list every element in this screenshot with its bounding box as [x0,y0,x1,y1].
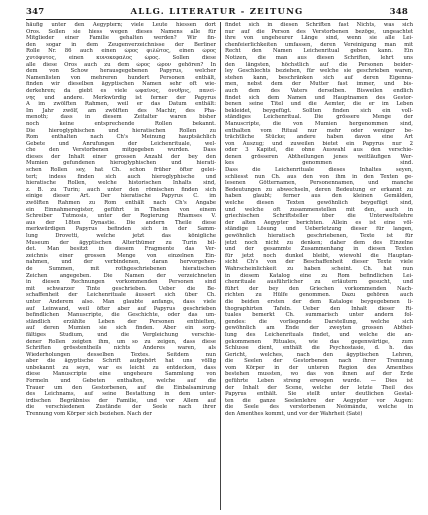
text-line: nur auf die Person des Verstorbenen bezöge, ungeachtet [225,28,413,35]
text-line: den längsten, höchstlich auf die Personen beider- [225,61,413,68]
text-line: ten die ganze Seelenlehre der Aegypter vor Augen: [225,397,413,404]
text-line: schen Rollen sey, hat Ch. schon früher öfter gelei- [26,167,216,174]
column-divider [220,22,221,510]
text-line: enthalten vom Ritual nur mehr oder weniger be- [225,127,413,134]
text-line: den Amenthes kommt, und vor der Wahrheit (Satê) [225,411,363,418]
text-line: tert; indess finden sich auch hieroglyphische und [26,173,216,180]
text-line: jetzt noch nicht zu denken; daher dem des Einzelne [225,239,413,246]
text-line: die Seele des verstorbenen Neômându, welche in [225,404,413,411]
text-line: dener Rollen zeigten ihm, um so zu zeigen, dass diese [26,338,216,345]
text-line: chenrituale ausführlicher zu erläutern gesucht, und [225,279,413,286]
text-line: Manuscripte, die von Mumien hergenommen sind, [225,120,413,127]
text-line: der Inhalt der Scene, welche der letzte Theil des [225,384,413,391]
text-line: des Leichnams, auf seine Bestattung in dem unter- [26,391,216,398]
text-line: dieses der Inhalt einer grossen Anzahl der bey den [26,153,216,160]
text-line: gewöhnlich am Ende der zweyten grossen Abthei- [225,325,413,332]
text-line: Schlusse dient, enthält die Psychostasie, d. h. das [225,345,413,352]
text-line: aus der 18ten Dynastie. Die andern Theile diese [26,219,216,226]
text-line: gendes: die vorliegende Darstellung, welche sich [225,318,413,325]
text-line: sicht Ch's von der Beschaffenheit dieser Texte viele [225,259,413,266]
text-line: det. Man besitzt in diesem Fragmente das Ver- [26,246,216,253]
text-line: und der gesammte Zusammenhang in diesen Texten [225,246,413,253]
text-line: richten zu Hülfe genommen. Dazu gehören auch [225,292,413,299]
text-line: de Summen, mit rothgeschriebenen hieratischen [26,265,216,272]
text-line: merkwürdigen Papyrus befinden sich in der Samm- [26,226,216,233]
text-line: lung des Leichenrituals findet, und welche die an- [225,331,413,338]
text-line: führt der bey den Griechen vorkommenden Nach- [225,285,413,292]
text-line: auf Leinwand, weil öfter aber auf Papyrus geschrieben [26,305,216,312]
header-rule [26,19,408,20]
text-line: noch keine entsprechende Rollen bekannt. [26,120,216,127]
right-column [225,22,413,512]
text-line: Dass die Leichenrituale dieses Inhaltes seyen, [225,167,413,174]
text-line: finden wir dieselben ägyptischen Namen sehr oft wie- [26,81,216,88]
text-line: häufig unter den Aegyptern; viele Leute hiessen dort [26,22,216,28]
text-line: den sogar in dem Zeugenverzeichnisse der Berliner [26,41,216,48]
text-line: schaffenheit der Leichenrituale äussert sich über Ch. [26,292,216,299]
text-line: diese Manuscripte eine ungeheure Sammlung von [26,371,216,378]
text-line: oder 3 Kapitel, die ohne Auswahl aus den verschie- [225,147,413,154]
text-line: ein Einnahmeregister, geführt in Theben von einem [26,206,216,213]
text-line: für jetzt noch dunkel bleibt, wiewohl die Hauptan- [225,252,413,259]
text-line: Mitglieder einer Familie gehalten werden? Wir fin- [26,35,216,42]
text-line: bestehen mussten, wo das von ihnen auf der Erde [225,371,413,378]
text-line: auf deren Mumien sie sich finden. Aber ein sorg- [26,325,216,332]
text-line: tuales bemerkt Ch. summarisch unter andern fol- [225,312,413,319]
text-line: Schreiber Tutmosis, unter der Regierung Rhamses V. [26,213,216,220]
text-line: die Seelen der Gestorbenen nach ihrer Trennung [225,358,413,365]
text-line: auch dem des Vaters derselben. Bisweilen endlich [225,87,413,94]
text-line: gewöhnlich hieratisch geschriebenen, Texte ist für [225,233,413,239]
text-line: zeichnis einer grossen Menge von einzelnen Ein- [26,252,216,259]
page-number-left: 347 [26,7,45,17]
text-line: findet sich in diesen Schriften fast Nichts, was sich [225,22,413,28]
text-line: unbekannt zu seyn, war es leicht zu entdecken, dass [26,364,216,371]
text-line: ihre von ungeheurer Länge sind, wenn sie alle Lei- [225,35,413,42]
text-line: zwölften Rahmen zu Rom enthält nach Ch's Angabe [26,200,216,207]
text-line: dem von Schow herausgegebenen Papyrus, welcher [26,68,216,75]
text-line: ständlich erzählte Leben der Personen enthielten, [26,318,216,325]
text-line: fältiges Studium, und die Vergleichung verschie- [26,331,216,338]
text-line: Zeichen angegeben. Die Namen der verzeichneten [26,272,216,279]
text-line: menoth; dass in diesem Zeitalter waren bisher [26,114,216,121]
text-line: Schriften grösstentheils nichts Anderes waren, als [26,345,216,352]
left-column [26,22,216,512]
text-line: Bedeutungen zu abwechseln, deren Bedeutung er erkannt zu [225,186,413,193]
text-line: Notizen, die man aus diesen Schriften, lehrt uns [225,54,413,61]
text-line: Formeln und Gebeten enthalten, welche auf die [26,378,216,385]
text-line: Mumien gefundenen hieroglyphischen und hierati- [26,160,216,167]
text-line: νης und andere. Merkwürdig ist ferner der Papyrus [26,94,216,101]
journal-title: ALLG. LITERATUR - ZEITUNG [130,7,304,17]
text-line: geführte Leben streng erwogen wurde. — Dies ist [225,378,413,385]
text-line: Rolle Nr. 86 auch einen ὧρος φιλῶτος, einen ὧρος [26,48,216,55]
text-line: chenfeierlichkeiten umfassen, deren Vereinigung man mit [225,41,413,48]
text-line: schliesst nun Ch. aus den von ihm in den Texten ge- [225,173,413,180]
text-line: Museum der ägyptischen Alterthümer zu Turin bil- [26,239,216,246]
text-line: Recht den Namen Leichenritual geben kann. Ein [225,48,413,55]
text-line: welche diesen Texten gewöhnlich beygefügt sind, [225,200,413,207]
text-line: lesenen Götternamen, Personennamen, und manche [225,180,413,187]
text-line: kes genommen sind. [225,160,413,167]
text-line: benen seine Titel und die Aemter, die er im Leben [225,101,413,108]
text-line: in diesen Rechnungen vorkommenden Personen sind [26,279,216,286]
text-line: χυτόφυτος, einen κυνοκεφαλος ὧρος. Sollen diese [26,54,216,61]
text-line: ley Geschlechts beziehen, für welche sie geschrieben waren, [225,68,413,75]
text-line: vom Körper in der unteren Region des Amenthes [225,364,413,371]
text-line: men, nebst dem der Mutter fast immer, und bis- [225,81,413,88]
text-line: von Auszug; und zuweilen bietet ein Papyrus nur 2 [225,140,413,147]
text-line: z. B. zu Turin; auch unter den römischen finden sich [26,186,216,193]
text-line: mit schwarzer Tinte geschrieben. Ueber die Be- [26,285,216,292]
text-line: nahmen, und der verbindenen, daran hervorgehen- [26,259,216,266]
text-line: die beiden ersten der dem Kataloge beygegebenen li- [225,298,413,305]
text-line: griechischen Schriftsteller über die Unterweltslehre [225,213,413,220]
text-line: Rom enthalten nach Ch's Meinung hauptsächlich [26,134,216,141]
text-line: und welche oft zusammenstellen mit den, auch in [225,206,413,213]
text-line: stehen kann, beschränken sich auf deren Eigenna- [225,74,413,81]
text-line: Im Jahr zwölf, am zwölften des Machir, des Pha- [26,107,216,114]
text-line: Wahrscheinlichkeit zu haben scheint. Ch. hat nun [225,265,413,272]
text-line: Trennung vom Körper sich beziehen. Nach der [26,411,152,418]
text-line: ständiges Leichenritual. Die grössere Menge der [225,114,413,121]
text-line: hieratische Rollen, welche historischen Inhalts sind, [26,180,216,187]
text-line: denen grösseren Abtheilungen jenes weitläufigen Wer- [225,153,413,160]
text-line: Wiederholungen desselben Textes. Seitdem nun [26,351,216,358]
text-line: Gebete und Anrufungen der Leichenrituale, wel- [26,140,216,147]
text-line: trächtliche Stücke; andere haben davon eine Art [225,134,413,141]
text-line: alle diese Oros auch zu dem ὧρος ὧρον gehören? In [26,61,216,68]
text-line: thographirten Tafeln. Ueber den Inhalt dieser Ri- [225,305,413,312]
text-line: die verschiedenen Zustände der Seele nach ihrer [26,404,216,411]
text-line: gekommenen Rituales, wie das gegenwärtige, zum [225,338,413,345]
text-line: Trauer um den Gestorbenen, auf die Einbalsamirung [26,384,216,391]
text-line: der alten Aegypter berichten. Allein es ist eine völ- [225,219,413,226]
text-line: Die hieroglyphischen und hieratischen Rollen zu [26,127,216,134]
page-number-right: 348 [389,7,408,17]
text-line: in diesem Katalog eine zu Rom befindlichen Lei- [225,272,413,279]
text-line: irdischen Begräbniss der Familie, und vor Allem auf [26,397,216,404]
text-line: derkehren; da giebt es viele ωφαῖνος, ὀνυθρις, πανεί- [26,87,216,94]
text-line: einige dieser Art. Der hieratische Papyrus C. im [26,193,216,200]
text-line: bekleidet, beygefügt. Sollten finden sich ein voll- [225,107,413,114]
text-line: aber die ägyptische Schrift aufgehört hat uns völlig [26,358,216,365]
text-line: Oros. Sollen sie hiess wegen dieses Namens alle für [26,28,216,35]
text-line: A im zwölften Rahmen, weil er das Datum enthält: [26,101,216,108]
text-line: che den Verstorbenen mitgegeben wurden. Dass [26,147,216,154]
text-line: befindlichen Manuscripte, die Geschichte, oder das um- [26,312,216,319]
text-line: haben glaubt; ferner aus den kleinen Gemälden, [225,193,413,200]
text-line: Namenlisten von mehreren hundert Personen enthält, [26,74,216,81]
text-line: unter Anderem also. Man glaubte anfangs, dass viele [26,298,216,305]
text-line: Papyrus enthält. Sie stellt unter deutlichen Gestal- [225,391,413,398]
text-line: findet sich dem Namen und Hauptnamen des Gestor- [225,94,413,101]
text-line: Gericht, welches, nach den ägyptischen Lehren, [225,351,413,358]
text-line: lung Drovetti, welche jetzt das königliche [26,233,216,239]
text-line: ständige Lösung und Ueberletzung dieser für langen, [225,226,413,233]
